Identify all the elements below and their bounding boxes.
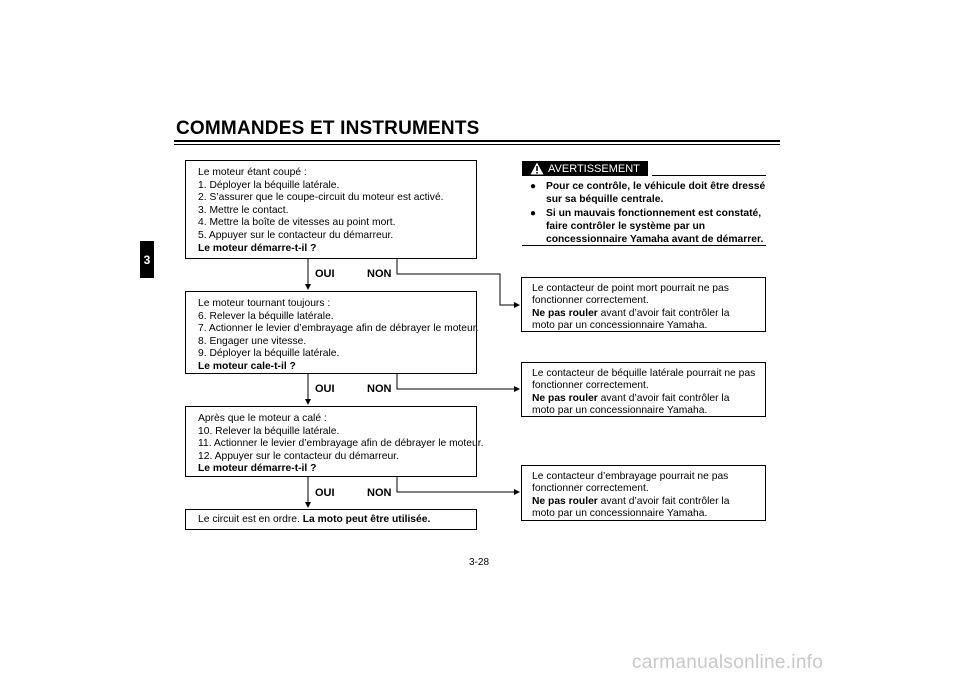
result-rest: avant d’avoir fait contrôler la [597,307,730,319]
watermark: carmanualsonline.info [632,652,824,673]
step-line: 5. Appuyer sur le contacteur du démarreur. [198,229,394,241]
step-line: 3. Mettre le contact. [198,204,289,216]
step-box-2 [185,291,477,374]
result-line: Le contacteur d’embrayage pourrait ne pas [532,471,729,482]
result-rest: avant d’avoir fait contrôler la [597,392,730,404]
warning-rule [652,175,766,176]
final-text: Le circuit est en ordre. [198,514,300,525]
result-line [532,308,765,320]
result-bold: Ne pas rouler [532,495,598,507]
result-line: fonctionner correctement. [532,380,649,392]
no-label: NON [367,487,392,499]
result-line: moto par un concessionnaire Yamaha. [532,507,708,519]
warning-label: AVERTISSEMENT [548,162,640,175]
page-title: COMMANDES ET INSTRUMENTS [176,118,480,139]
result-bold: Ne pas rouler [532,307,598,319]
result-line [532,496,765,508]
final-bold-text: La moto peut être utilisée. [302,514,431,525]
page-number: 3-28 [469,557,490,568]
step-line: 9. Déployer la béquille latérale. [198,348,340,360]
step-line: 8. Engager une vitesse. [198,335,307,347]
result-line: Le contacteur de béquille latérale pourrait ne pas [532,368,756,379]
warning-icon [530,162,544,175]
bullet-icon: ● [530,208,537,219]
warning-text: Si un mauvais fonctionnement est constaté, faire contrôler le système par un concessionnaire Yamaha avant de démarrer. [546,208,764,245]
result-line: fonctionner correctement. [532,295,649,307]
warning-list [530,180,770,247]
step-line: 10. Relever la béquille latérale. [198,425,340,437]
yes-label: OUI [315,383,335,395]
connector-no-3 [397,477,519,492]
result-box-clutch-switch [521,465,766,521]
result-box-sidestand-switch [521,362,766,417]
final-box [185,509,477,530]
warning-badge [522,161,648,176]
result-line: fonctionner correctement. [532,483,649,495]
chapter-tab: 3 [140,241,154,278]
result-line: moto par un concessionnaire Yamaha. [532,404,708,416]
step-line: Le moteur tournant toujours : [198,298,331,309]
warning-bottom-rule [522,245,766,246]
step-line: Après que le moteur a calé : [198,413,327,424]
result-line: Le contacteur de point mort pourrait ne pas [532,283,729,294]
result-line [532,393,765,405]
step-line: 6. Relever la béquille latérale. [198,310,334,322]
no-label: NON [367,268,392,280]
yes-label: OUI [315,487,335,499]
connector-no-2 [397,374,519,389]
step-line: 11. Actionner le levier d’embrayage afin de débrayer le moteur. [198,438,484,450]
result-rest: avant d’avoir fait contrôler la [597,495,730,507]
step-line: 4. Mettre la boîte de vitesses au point mort. [198,217,396,229]
no-label: NON [367,383,392,395]
result-bold: Ne pas rouler [532,392,598,404]
step-box-1 [185,160,477,259]
step-question: Le moteur démarre-t-il ? [198,463,317,475]
warning-item [530,180,770,206]
result-box-neutral-switch [521,277,766,332]
warning-item [530,207,770,246]
warning-text: Pour ce contrôle, le véhicule doit être dressé sur sa béquille centrale. [546,181,766,205]
step-line: 2. S’assurer que le coupe-circuit du moteur est activé. [198,192,444,204]
step-question: Le moteur démarre-t-il ? [198,242,317,254]
yes-label: OUI [315,268,335,280]
step-line: 1. Déployer la béquille latérale. [198,179,340,191]
step-box-3 [185,406,484,477]
step-question: Le moteur cale-t-il ? [198,360,296,372]
result-line: moto par un concessionnaire Yamaha. [532,319,708,331]
bullet-icon: ● [530,181,537,192]
step-line: 12. Appuyer sur le contacteur du démarreur. [198,450,399,462]
step-line: Le moteur étant coupé : [198,167,307,178]
step-line: 7. Actionner le levier d’embrayage afin de débrayer le moteur. [198,323,479,335]
